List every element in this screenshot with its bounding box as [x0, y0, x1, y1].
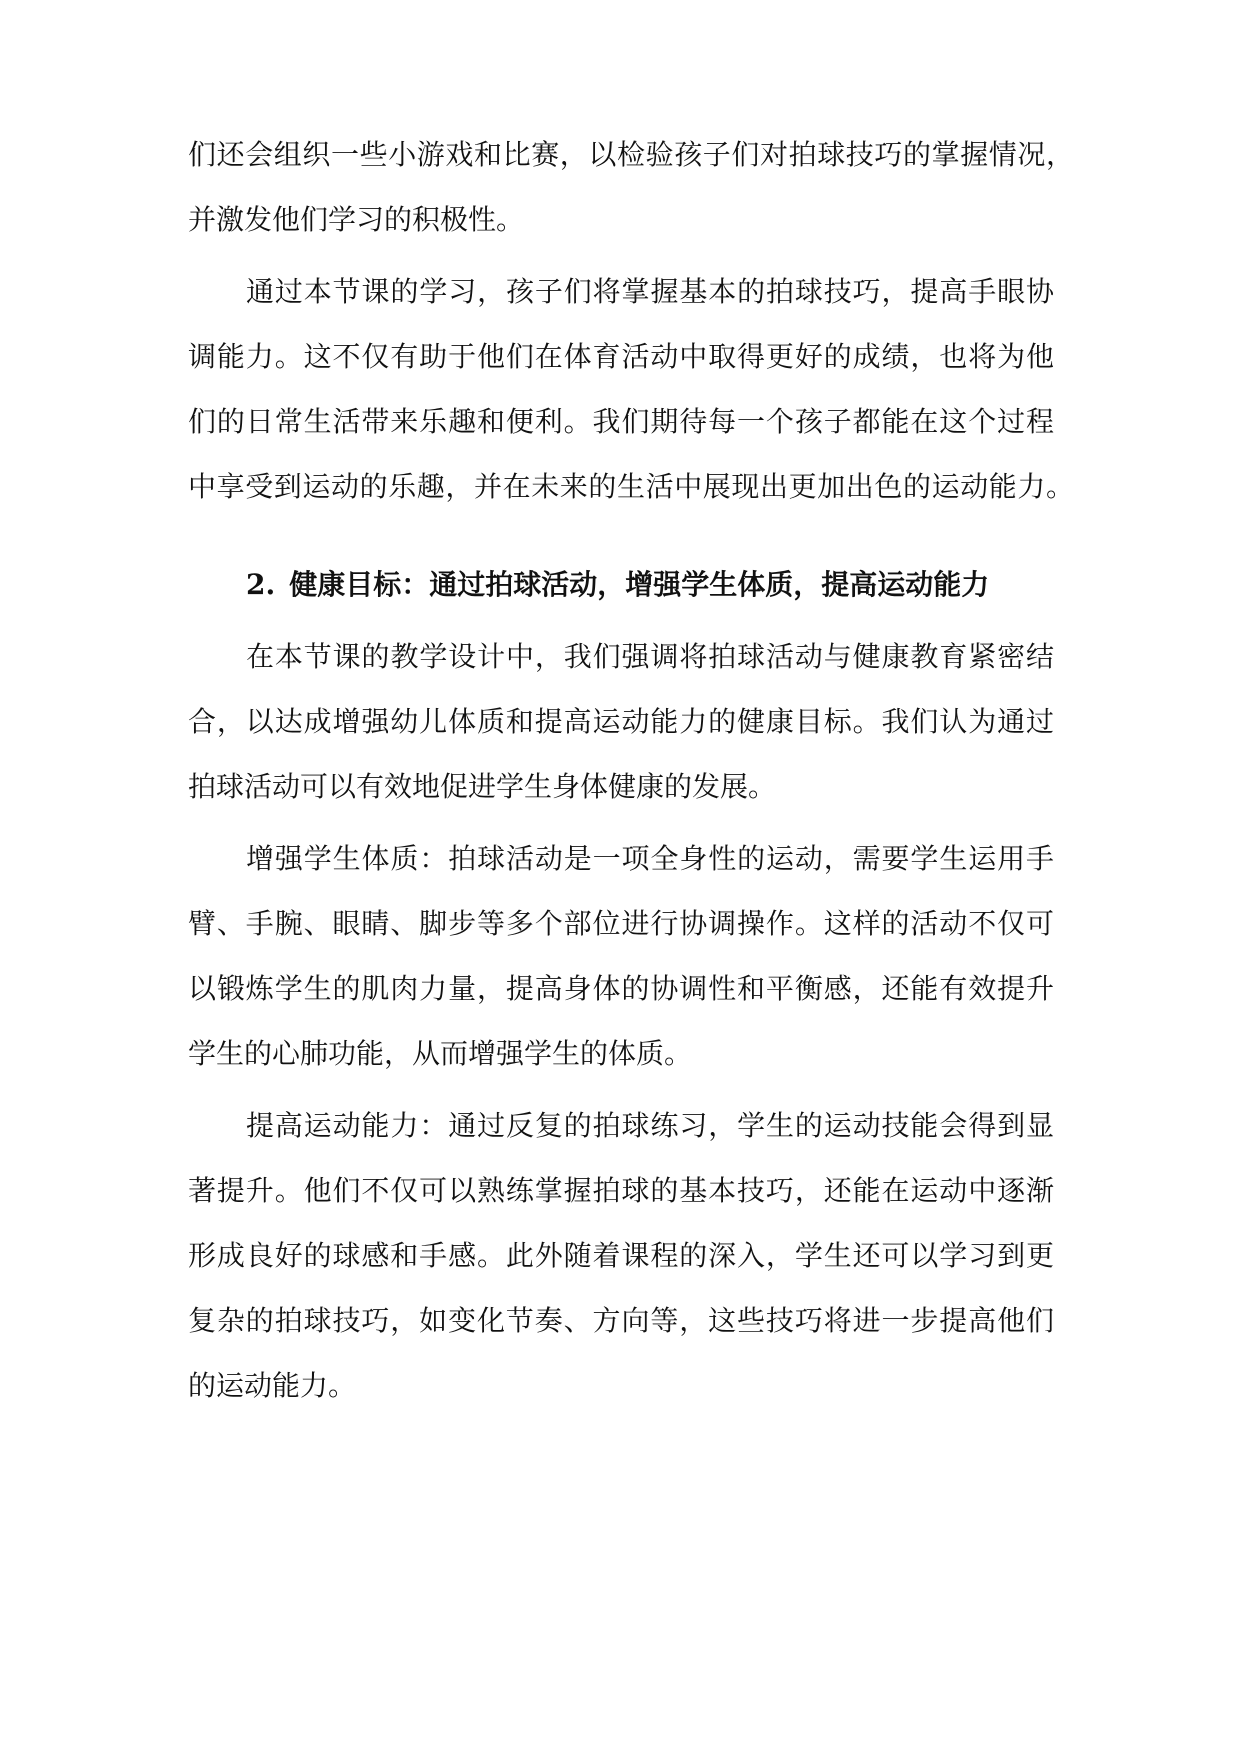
text-line: 拍球活动可以有效地促进学生身体健康的发展。 — [188, 770, 777, 803]
text-line: 们的日常生活带来乐趣和便利。我们期待每一个孩子都能在这个过程 — [188, 405, 1054, 438]
text-line: 在本节课的教学设计中，我们强调将拍球活动与健康教育紧密结 — [246, 640, 1054, 673]
text-line: 以锻炼学生的肌肉力量，提高身体的协调性和平衡感，还能有效提升 — [188, 972, 1054, 1005]
text-line: 调能力。这不仅有助于他们在体育活动中取得更好的成绩，也将为他 — [188, 340, 1054, 373]
section-title: 健康目标：通过拍球活动，增强学生体质，提高运动能力 — [289, 568, 990, 601]
text-line: 合，以达成增强幼儿体质和提高运动能力的健康目标。我们认为通过 — [188, 705, 1054, 738]
text-line: 著提升。他们不仅可以熟练掌握拍球的基本技巧，还能在运动中逐渐 — [188, 1174, 1054, 1207]
text-line: 臂、手腕、眼睛、脚步等多个部位进行协调操作。这样的活动不仅可 — [188, 907, 1054, 940]
text-line: 复杂的拍球技巧，如变化节奏、方向等，这些技巧将进一步提高他们 — [188, 1304, 1054, 1337]
section-number: 2. — [246, 568, 276, 601]
text-line: 并激发他们学习的积极性。 — [188, 203, 525, 236]
paragraph-continuation — [0, 122, 1241, 252]
text-line: 学生的心肺功能，从而增强学生的体质。 — [188, 1037, 693, 1070]
text-line: 提高运动能力：通过反复的拍球练习，学生的运动技能会得到显 — [246, 1109, 1054, 1142]
paragraph-intro — [0, 624, 1241, 819]
text-line: 通过本节课的学习，孩子们将掌握基本的拍球技巧，提高手眼协 — [246, 275, 1054, 308]
section-heading — [246, 552, 1241, 617]
paragraph-motor-skills — [0, 1093, 1241, 1418]
text-line: 形成良好的球感和手感。此外随着课程的深入，学生还可以学习到更 — [188, 1239, 1054, 1272]
text-line: 的运动能力。 — [188, 1369, 357, 1402]
paragraph-summary — [0, 259, 1241, 519]
text-line: 们还会组织一些小游戏和比赛，以检验孩子们对拍球技巧的掌握情况， — [188, 138, 1074, 171]
text-line: 增强学生体质：拍球活动是一项全身性的运动，需要学生运用手 — [246, 842, 1054, 875]
paragraph-physique — [0, 826, 1241, 1086]
text-line: 中享受到运动的乐趣，并在未来的生活中展现出更加出色的运动能力。 — [188, 470, 1074, 503]
